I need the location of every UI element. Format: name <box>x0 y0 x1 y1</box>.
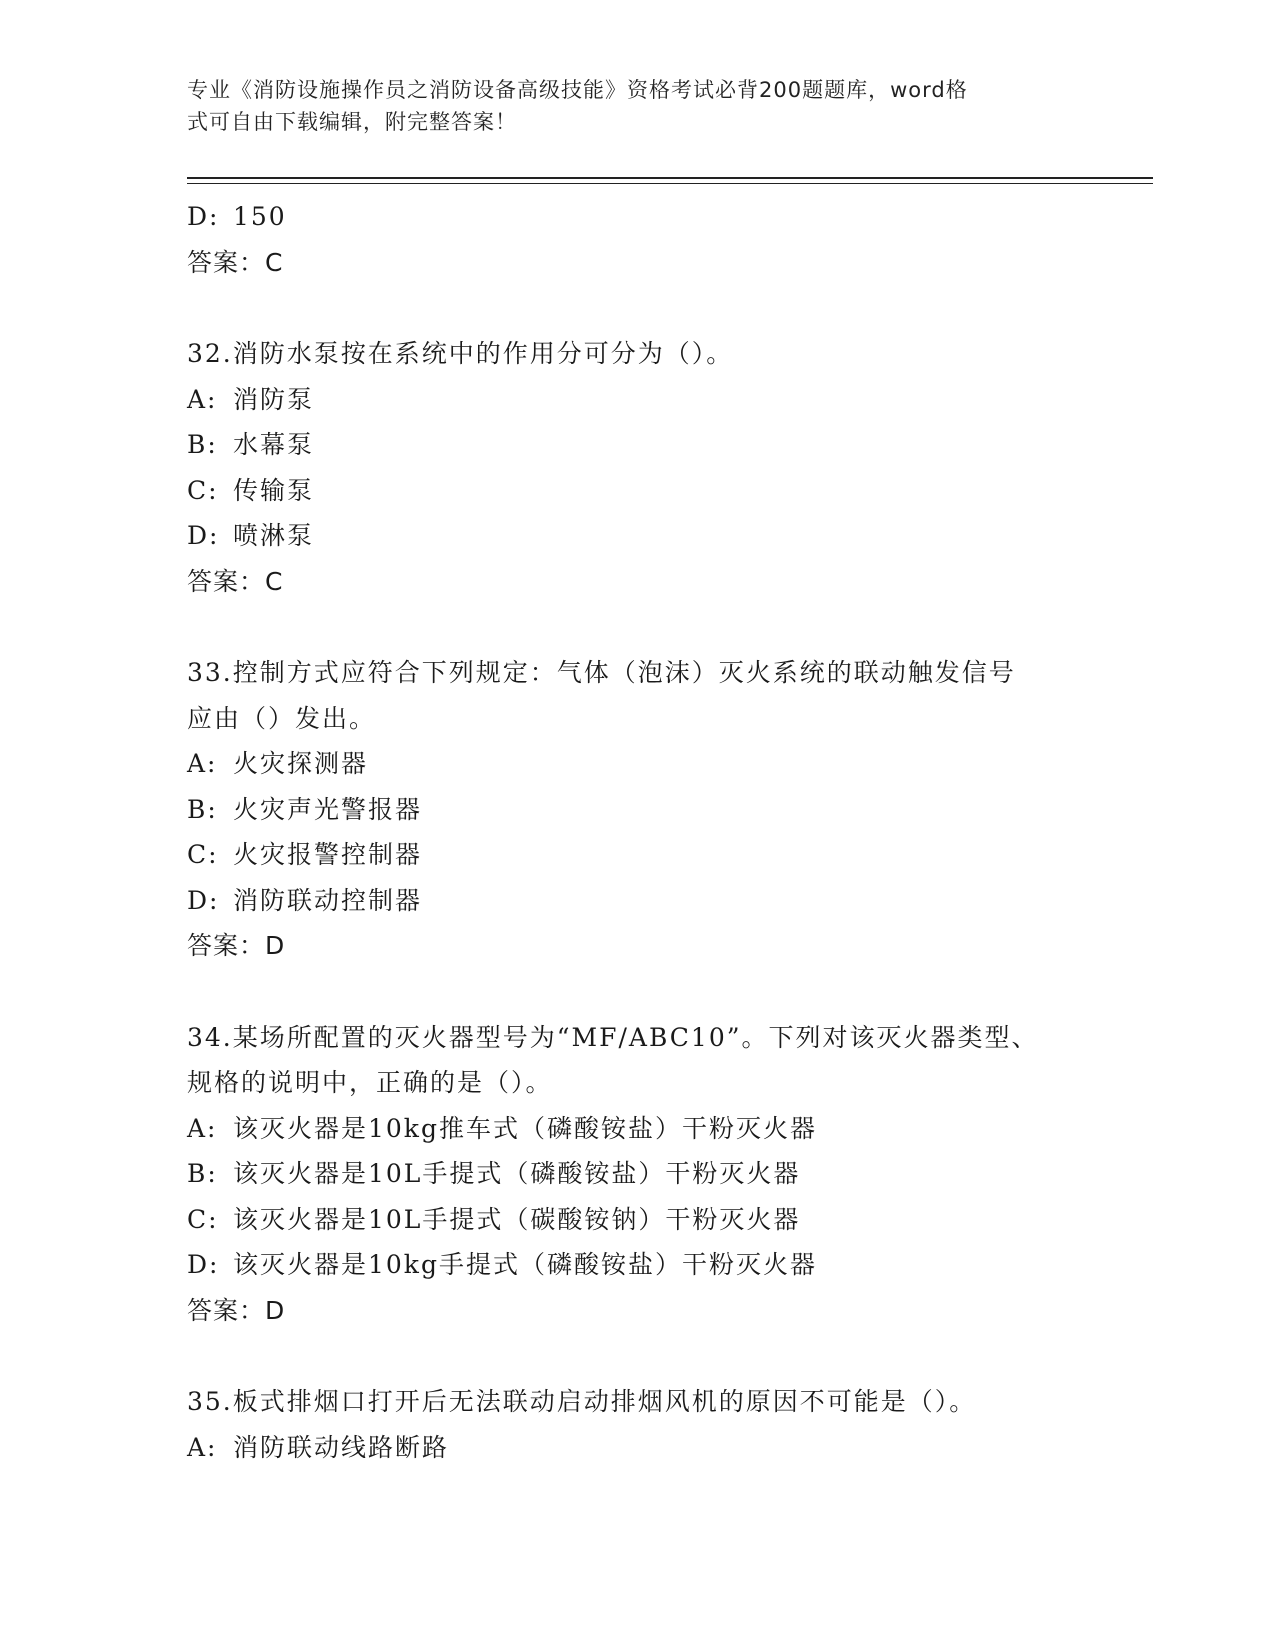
option-d <box>187 194 1087 240</box>
option-text: 消防联动线路断路 <box>233 1432 450 1462</box>
option-label: A: <box>187 1432 218 1462</box>
header-divider-thick <box>187 177 1153 179</box>
question-line: 应由（）发出。 <box>187 703 377 733</box>
option-label: B: <box>187 1159 218 1188</box>
question-text <box>187 650 1067 741</box>
option-label: D: <box>187 1250 220 1279</box>
question-line: 33.控制方式应符合下列规定：气体（泡沫）灭火系统的联动触发信号 <box>187 658 1016 687</box>
option-d <box>187 1242 1087 1288</box>
question-35 <box>187 1379 1087 1470</box>
option-label: D: <box>187 885 220 915</box>
option-label: D: <box>187 202 220 231</box>
option-text: 该灭火器是10L手提式（碳酸铵钠）干粉灭火器 <box>233 1204 801 1234</box>
option-label: A: <box>187 749 218 778</box>
option-c <box>187 1197 1087 1243</box>
question-text <box>187 1379 1067 1425</box>
option-label: A: <box>187 1113 218 1143</box>
option-label: B: <box>187 794 218 824</box>
question-line: 32.消防水泵按在系统中的作用分可分为（）。 <box>187 339 734 368</box>
question-line: 34.某场所配置的灭火器型号为“MF/ABC10”。下列对该灭火器类型、 <box>187 1022 1039 1052</box>
option-d <box>187 878 1087 924</box>
option-label: B: <box>187 430 218 459</box>
header-line-1: 专业《消防设施操作员之消防设备高级技能》资格考试必背200题题库，word格 <box>187 78 968 102</box>
option-label: C: <box>187 840 219 869</box>
option-b <box>187 787 1087 833</box>
question-32 <box>187 331 1087 604</box>
document-header <box>187 74 1087 138</box>
option-a <box>187 377 1087 423</box>
question-34 <box>187 1015 1087 1334</box>
option-text: 该灭火器是10kg推车式（磷酸铵盐）干粉灭火器 <box>233 1113 817 1143</box>
question-33 <box>187 650 1087 969</box>
header-line-2: 式可自由下载编辑，附完整答案！ <box>187 110 517 134</box>
question-line: 规格的说明中，正确的是（）。 <box>187 1068 553 1097</box>
question-line: 35.板式排烟口打开后无法联动启动排烟风机的原因不可能是（）。 <box>187 1387 977 1416</box>
option-text: 传输泵 <box>233 475 315 505</box>
option-a <box>187 1425 1087 1471</box>
option-d <box>187 513 1087 559</box>
option-text: 火灾报警控制器 <box>233 840 423 869</box>
option-text: 消防联动控制器 <box>233 885 423 915</box>
option-text: 150 <box>233 202 287 231</box>
option-label: C: <box>187 1204 219 1234</box>
option-text: 水幕泵 <box>233 430 315 459</box>
header-divider-thin <box>187 183 1153 184</box>
option-c <box>187 468 1087 514</box>
option-a <box>187 1106 1087 1152</box>
answer-line: 答案：C <box>187 247 284 277</box>
answer-line: 答案：C <box>187 566 284 596</box>
option-text: 火灾探测器 <box>233 749 369 778</box>
option-c <box>187 832 1087 878</box>
option-text: 消防泵 <box>233 384 315 414</box>
option-label: D: <box>187 521 220 550</box>
option-text: 火灾声光警报器 <box>233 794 423 824</box>
option-b <box>187 422 1087 468</box>
question-text <box>187 1015 1067 1106</box>
answer-line: 答案：D <box>187 1295 286 1325</box>
option-text: 该灭火器是10L手提式（磷酸铵盐）干粉灭火器 <box>233 1159 801 1188</box>
question-text <box>187 331 1067 377</box>
answer-line: 答案：D <box>187 931 286 960</box>
option-text: 喷淋泵 <box>233 521 315 550</box>
option-a <box>187 741 1087 787</box>
question-list <box>187 194 1087 1470</box>
option-label: A: <box>187 384 218 414</box>
option-label: C: <box>187 475 219 505</box>
option-text: 该灭火器是10kg手提式（磷酸铵盐）干粉灭火器 <box>233 1250 817 1279</box>
option-b <box>187 1151 1087 1197</box>
